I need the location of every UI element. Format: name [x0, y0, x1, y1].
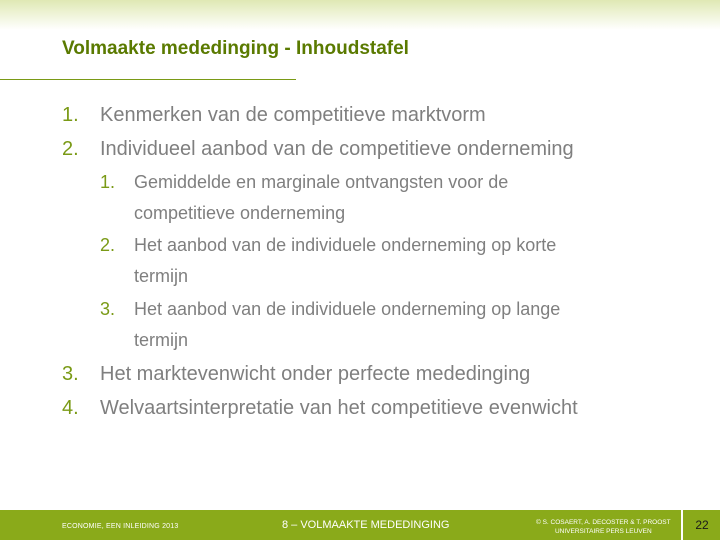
toc-subitem-text: Het aanbod van de individuele onderneming op lange [134, 299, 561, 319]
toc-item-text: Welvaartsinterpretatie van het competitieve evenwicht [100, 397, 578, 419]
toc-item-number: 4. [62, 397, 79, 419]
footer-copyright-publisher: UNIVERSITAIRE PERS LEUVEN [554, 528, 652, 535]
toc-item-text: Kenmerken van de competitieve marktvorm [100, 104, 486, 126]
page-number: 22 [695, 518, 709, 532]
toc-subitem-text: Gemiddelde en marginale ontvangsten voor de [134, 172, 509, 192]
slide-footer [0, 510, 720, 540]
footer-copyright [536, 518, 671, 536]
toc-item-number: 1. [62, 104, 79, 126]
footer-separator [681, 510, 683, 540]
toc-item-text: Individueel aanbod van de competitieve onderneming [100, 138, 574, 160]
footer-book-title: ECONOMIE, EEN INLEIDING 2013 [62, 523, 179, 530]
toc-subitem-number: 1. [100, 172, 116, 192]
toc-subitem-number: 3. [100, 299, 116, 319]
toc-item-number: 3. [62, 363, 79, 385]
toc-subitem-continuation: termijn [134, 266, 189, 286]
footer-chapter: 8 – VOLMAAKTE MEDEDINGING [282, 519, 450, 531]
slide-title: Volmaakte mededinging - Inhoudstafel [62, 38, 409, 59]
toc-subitem-text: Het aanbod van de individuele onderneming op korte [134, 235, 557, 255]
toc-subitem-continuation: termijn [134, 330, 189, 350]
toc-item-text: Het marktevenwicht onder perfecte mededinging [100, 363, 531, 385]
toc-subitem-number: 2. [100, 235, 116, 255]
toc-subitem-continuation: competitieve onderneming [134, 203, 346, 223]
footer-copyright-authors: © S. COSAERT, A. DECOSTER & T. PROOST [536, 519, 671, 526]
toc-item-number: 2. [62, 138, 79, 160]
